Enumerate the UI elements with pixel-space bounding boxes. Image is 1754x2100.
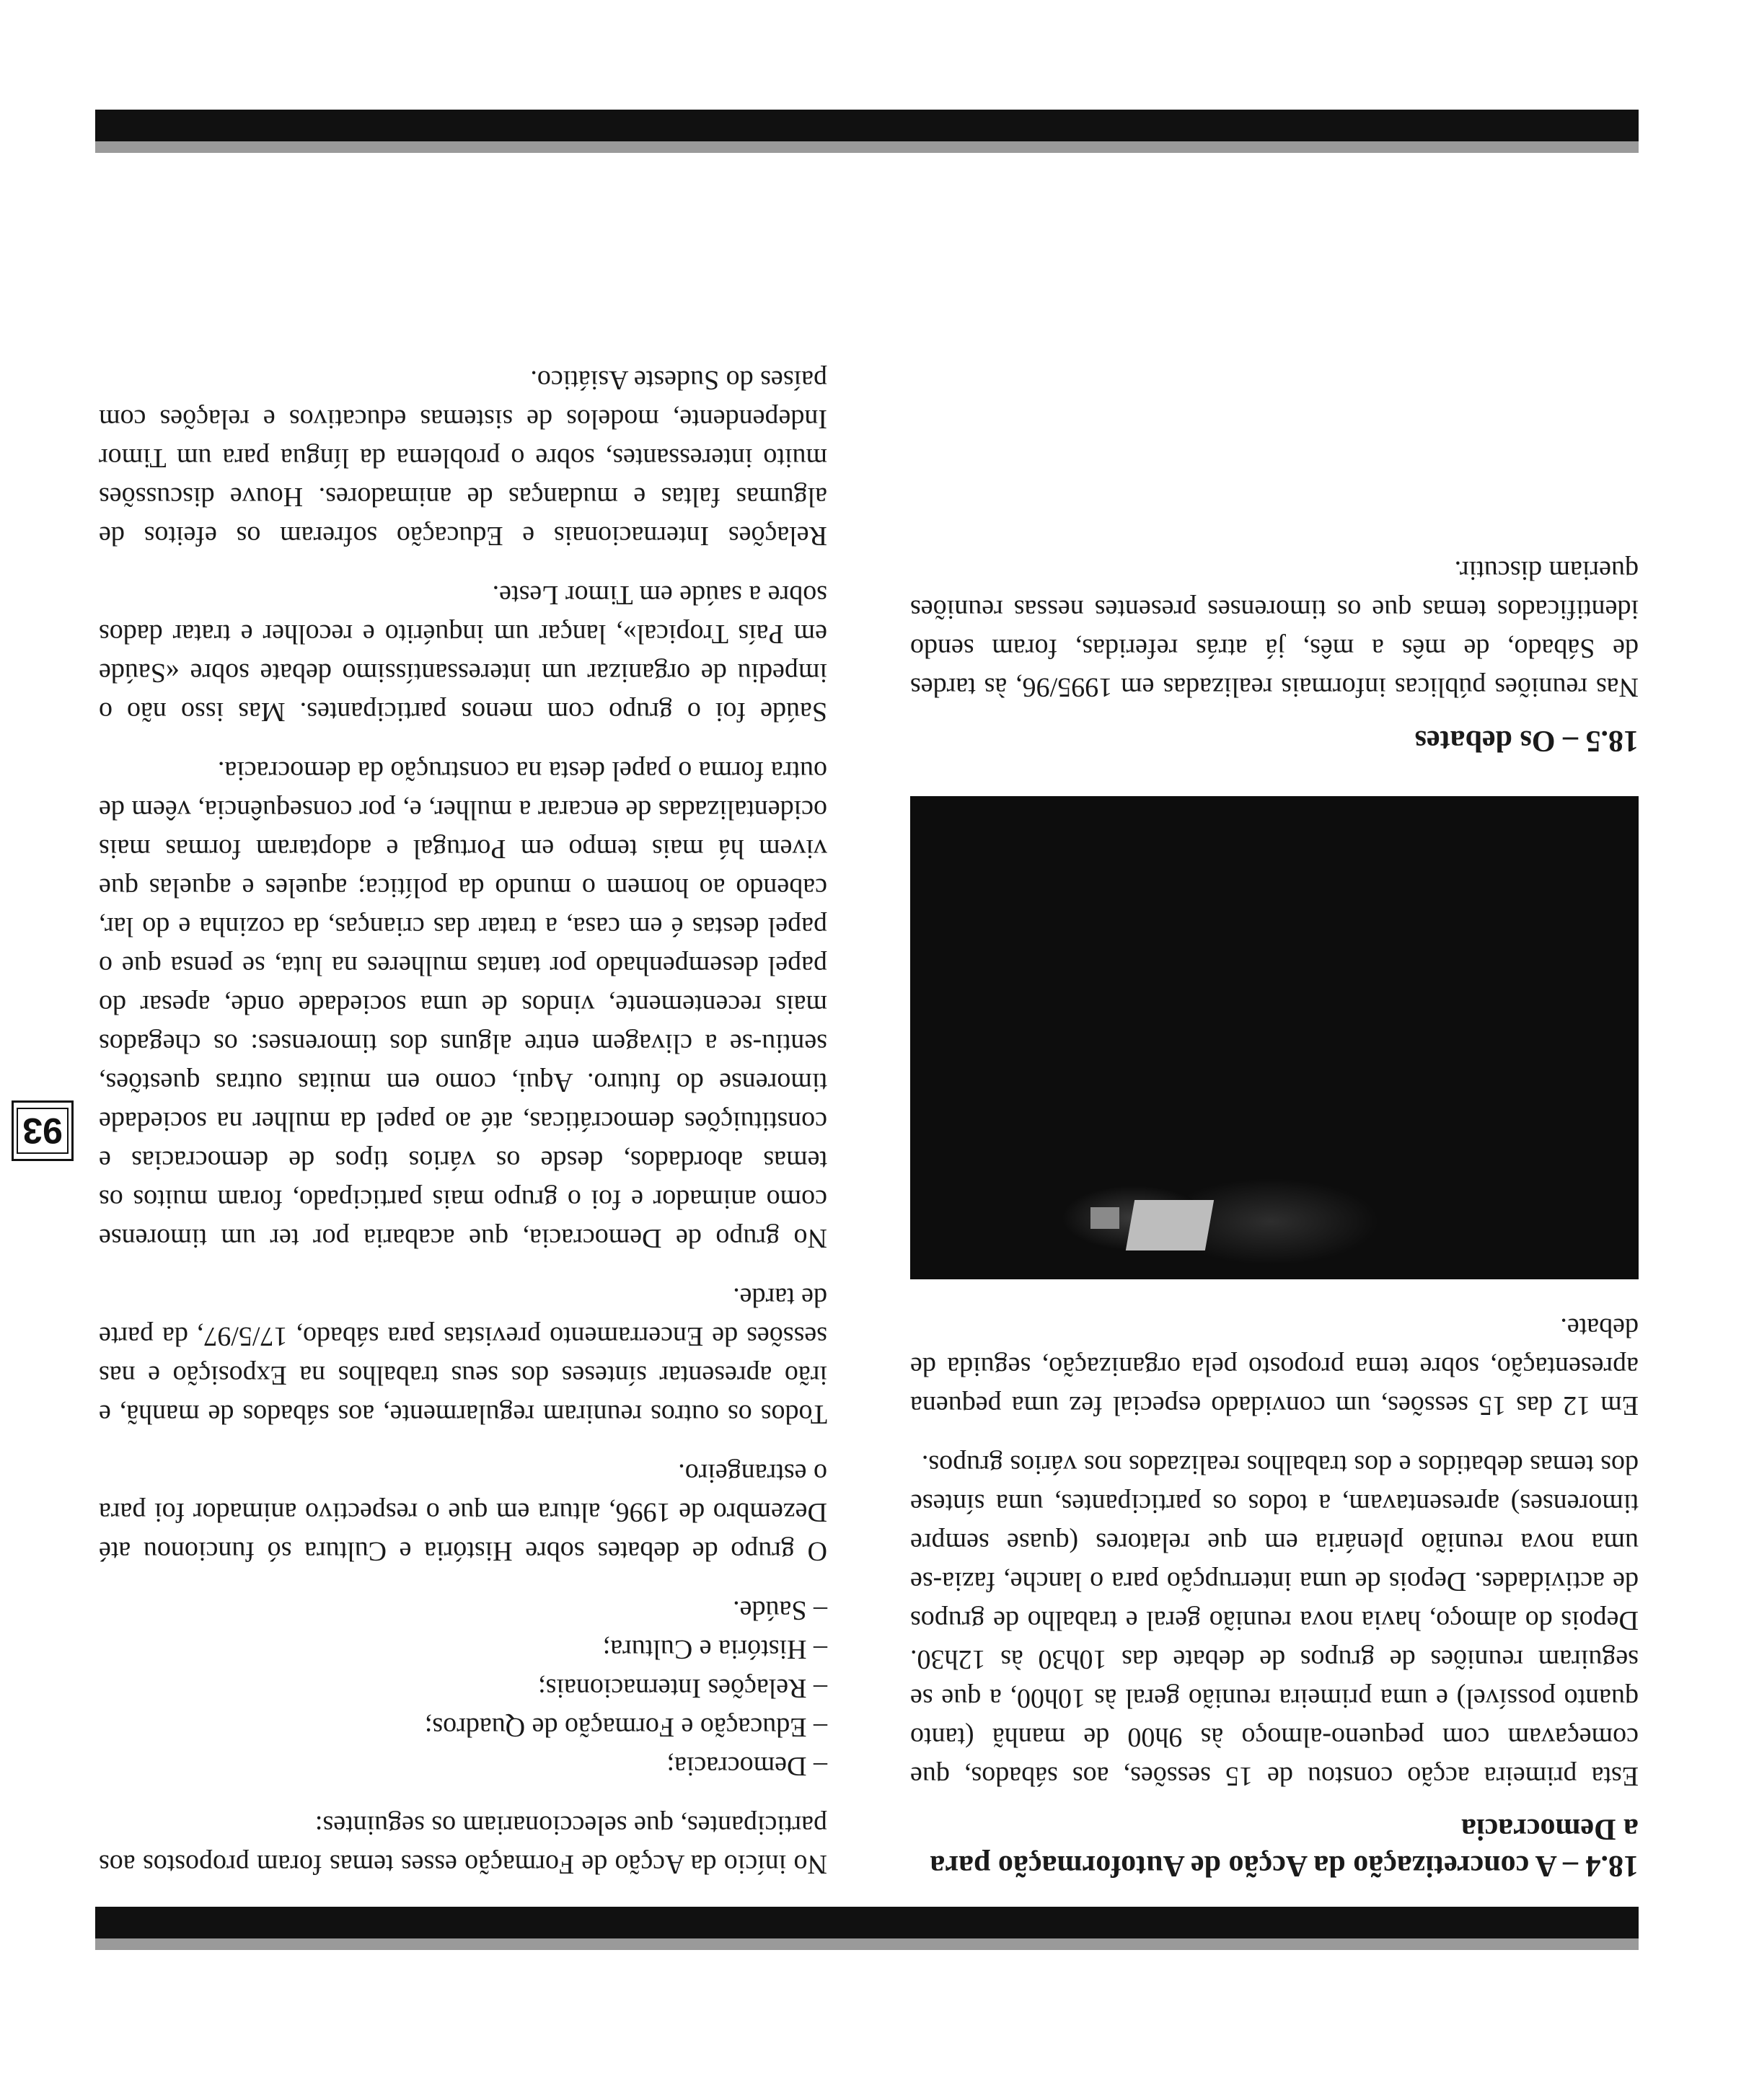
paragraph-public-meetings: Nas reuniões públicas informais realizadas em 1995/96, às tardes de Sábado, de mês a mês, já atrás referidas, foram sendo identificados temas que os timorenses presentes nessas reuniões queriam discutir. — [910, 555, 1639, 703]
theme-item: – Relações Internacionais; — [538, 1673, 827, 1703]
theme-item: – Democracia; — [666, 1751, 827, 1781]
themes-list — [99, 1591, 827, 1786]
paragraph-relations-group: Relações Internacionais e Educação sofreram os efeitos de algumas faltas e mudanças de animadores. Houve discussões muito interessantes, sobre o problema da língua para um Timor Independente, modelos de sistemas educativos e relações com países do Sudeste Asiático. — [99, 365, 827, 551]
photo-dark-meeting — [910, 796, 1639, 1279]
heading-18-4: 18.4 – A concretização da Acção de Autoformação para a Democracia — [930, 1812, 1639, 1882]
theme-item: – Saúde. — [733, 1595, 827, 1625]
paragraph-democracy-group: No grupo de Democracia, que acabaria por ter um timorense como animador e foi o grupo mais participado, foram muitos os temas abordados, desde os vários tipos de democracias e constituições democráticas, até ao papel da mulher na sociedade timorense do futuro. Aqui, como em muitas outras questões, sentiu-se a clivagem entre alguns dos timorenses: os chegados mais recentemente, vindos de uma sociedade onde, apesar do papel desempenhado por tantas mulheres na luta, se pensa que o papel destas é em casa, a tratar das crianças, da cozinha e do lar, cabendo ao homem o mundo da política; aqueles e aquelas que vivem há mais tempo em Portugal e adoptaram formas mais ocidentalizadas de encarar a mulher, e, por consequência, vêem de outra forma o papel desta na construção da democracia. — [99, 756, 827, 1253]
bottom-decorative-bar — [95, 110, 1639, 153]
paragraph-history-group: O grupo de debates sobre História e Cultura só funcionou até Dezembro de 1996, altura em que o respectivo animador foi para o estrangeiro. — [99, 1458, 827, 1566]
top-decorative-bar — [95, 1907, 1639, 1950]
paragraph-other-groups: Todos os outros reuniram regularmente, aos sábados de manhã, e irão apresentar sínteses dos seus trabalhos na Exposição e nas sessões de Encerramento previstas para sábado, 17/5/97, da parte de tarde. — [99, 1282, 827, 1429]
photo-paper-sheet — [1126, 1200, 1214, 1250]
theme-item: – Educação e Formação de Quadros; — [424, 1712, 827, 1742]
paragraph-themes-intro: No início da Acção de Formação esses temas foram propostos aos participantes, que seleccionariam os seguintes: — [99, 1810, 827, 1879]
paragraph-session-structure: Esta primeira acção constou de 15 sessões, aos sábados, que começavam com pequeno-almoço às 9h00 de manhã (tanto quanto possível) e uma primeira reunião geral às 10h00, a que se seguiram reuniões de grupos de debate das 10h30 às 12h30. Depois do almoço, havia nova reunião geral e trabalho de grupos de actividades. Depois de uma interrupção para o lanche, fazia-se uma nova reunião plenária em que relatores (quase sempre timorenses) apresentavam, a todos os participantes, uma síntese dos temas debatidos e dos trabalhos realizados nos vários grupos. — [910, 1449, 1639, 1791]
paragraph-guest-speakers: Em 12 das 15 sessões, um convidado especial fez uma pequena apresentação, sobre tema proposto pela organização, seguida de debate. — [910, 1312, 1639, 1421]
heading-18-5: 18.5 – Os debates — [1414, 723, 1639, 757]
left-column — [910, 531, 1639, 1884]
paragraph-health-group: Saúde foi o grupo com menos participantes. Mas isso não o impediu de organizar um interessantíssimo debate sobre «Saúde em País Tropical», lançar um inquérito e recolher e tratar dados sobre a saúde em Timor Leste. — [99, 580, 827, 727]
page-number: 93 — [17, 1108, 69, 1154]
theme-item: – História e Cultura; — [602, 1634, 827, 1664]
page-number-box — [12, 1100, 74, 1161]
right-column — [99, 340, 827, 1884]
photo-object — [1090, 1207, 1119, 1229]
